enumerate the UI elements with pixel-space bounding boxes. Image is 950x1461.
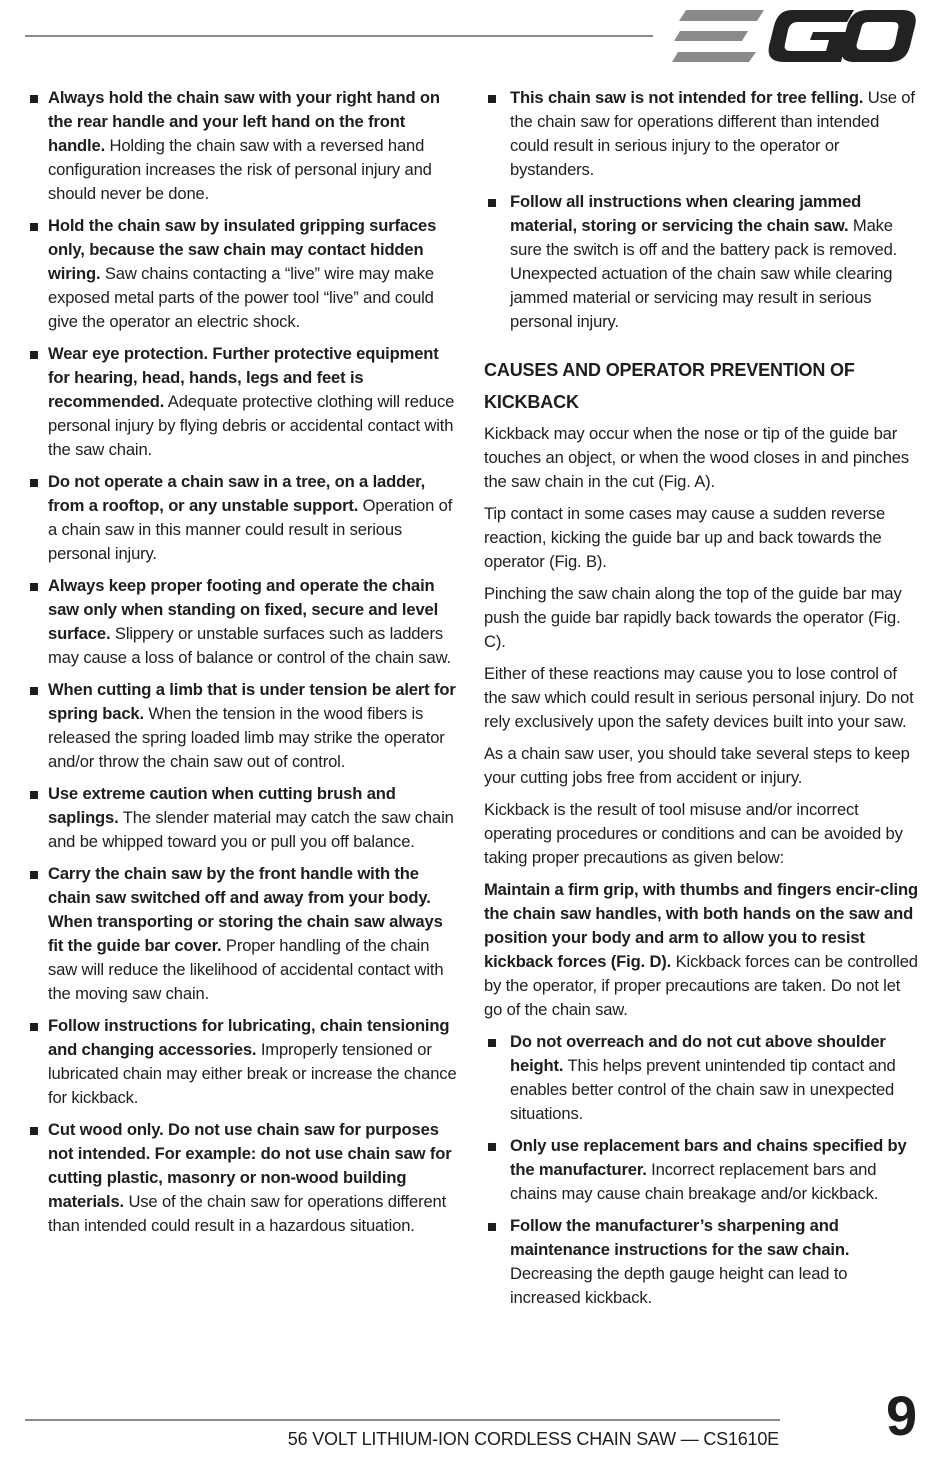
list-item-text: When the tension in the wood fibers is released the spring loaded limb may strike the operator and/or throw the chain saw out of control.	[48, 704, 445, 771]
list-item	[488, 190, 920, 334]
list-item-bold: Follow all instructions when clearing jammed material, storing or servicing the chain saw.	[510, 192, 862, 235]
list-item	[488, 86, 920, 182]
list-item-text: Operation of a chain saw in this manner could result in serious personal injury.	[48, 496, 453, 563]
list-item-bold: Do not operate a chain saw in a tree, on a ladder, from a rooftop, or any unstable support.	[48, 472, 426, 515]
list-item-bold: When cutting a limb that is under tension be alert for spring back.	[48, 680, 456, 723]
list-item	[30, 862, 458, 1006]
kickback-paragraphs	[484, 422, 920, 870]
list-item	[488, 1030, 920, 1126]
list-item	[30, 1014, 458, 1110]
list-item	[30, 470, 458, 566]
list-item-text: Saw chains contacting a “live” wire may make exposed metal parts of the power tool “live” and could give the operator an electric shock.	[48, 264, 434, 331]
list-item-text: This helps prevent unintended tip contact and enables better control of the chain saw in unexpected situations.	[510, 1056, 896, 1123]
grip-paragraph-text: Kickback forces can be controlled by the operator, if proper precautions are taken. Do not let go of the chain saw.	[484, 952, 918, 1019]
list-item-bold: Do not overreach and do not cut above shoulder height.	[510, 1032, 886, 1075]
list-item	[30, 86, 458, 206]
list-item	[30, 782, 458, 854]
list-item-text: Use of the chain saw for operations different than intended could result in a hazardous situation.	[48, 1192, 447, 1235]
section-heading: CAUSES AND OPERATOR PREVENTION OF KICKBACK	[484, 360, 855, 412]
right-column	[484, 86, 920, 1318]
grip-paragraph-bold: Maintain a firm grip, with thumbs and fingers encir-cling the chain saw handles, with both hands on the saw and position your body and arm to allow you to resist kickback forces (Fig. D).	[484, 880, 918, 971]
list-item-text: Incorrect replacement bars and chains may cause chain breakage and/or kickback.	[510, 1160, 879, 1203]
body-paragraph: Tip contact in some cases may cause a sudden reverse reaction, kicking the guide bar up and back towards the operator (Fig. B).	[484, 504, 886, 571]
grip-paragraph	[484, 878, 920, 1022]
list-item-bold: Wear eye protection. Further protective equipment for hearing, head, hands, legs and feet is recommended.	[48, 344, 439, 411]
list-item-text: Proper handling of the chain saw will reduce the likelihood of accidental contact with the moving saw chain.	[48, 936, 444, 1003]
list-item-text: Slippery or unstable surfaces such as ladders may cause a loss of balance or control of the chain saw.	[48, 624, 451, 667]
footer-title: 56 VOLT LITHIUM-ION CORDLESS CHAIN SAW — CS1610E	[287, 1429, 779, 1449]
list-item-bold: This chain saw is not intended for tree felling.	[510, 88, 864, 107]
ego-logo	[672, 8, 917, 64]
list-item-text: Holding the chain saw with a reversed hand configuration increases the risk of personal injury and should never be done.	[48, 136, 432, 203]
list-item-bold: Always keep proper footing and operate the chain saw only when standing on fixed, secure and level surface.	[48, 576, 439, 643]
list-item-text: Adequate protective clothing will reduce personal injury by flying debris or accidental contact with the saw chain.	[48, 392, 455, 459]
body-paragraph: Kickback may occur when the nose or tip of the guide bar touches an object, or when the wood closes in and pinches the saw chain in the cut (Fig. A).	[484, 424, 910, 491]
safety-rules-list-continued	[484, 86, 920, 334]
list-item-bold: Follow the manufacturer’s sharpening and maintenance instructions for the saw chain.	[510, 1216, 850, 1259]
list-item-text: The slender material may catch the saw chain and be whipped toward you or pull you off balance.	[48, 808, 454, 851]
list-item-bold: Follow instructions for lubricating, chain tensioning and changing accessories.	[48, 1016, 450, 1059]
list-item-bold: Always hold the chain saw with your right hand on the rear handle and your left hand on the front handle.	[48, 88, 440, 155]
list-item-text: Make sure the switch is off and the battery pack is removed. Unexpected actuation of the chain saw while clearing jammed material or servicing may result in serious personal injury.	[510, 216, 898, 331]
list-item-bold: Only use replacement bars and chains specified by the manufacturer.	[510, 1136, 907, 1179]
body-paragraph: Pinching the saw chain along the top of the guide bar may push the guide bar rapidly back towards the operator (Fig. C).	[484, 584, 902, 651]
list-item	[30, 574, 458, 670]
list-item	[488, 1134, 920, 1206]
safety-rules-list	[30, 86, 458, 1238]
list-item-text: Use of the chain saw for operations different than intended could result in serious injury to the operator or bystanders.	[510, 88, 915, 179]
kickback-prevention-list	[484, 1030, 920, 1310]
body-paragraph: Kickback is the result of tool misuse and/or incorrect operating procedures or conditions and can be avoided by taking proper precautions as given below:	[484, 800, 903, 867]
footer-rule	[25, 1419, 780, 1421]
list-item-bold: Carry the chain saw by the front handle with the chain saw switched off and away from your body. When transporting or storing the chain saw always fit the guide bar cover.	[48, 864, 443, 955]
list-item-bold: Use extreme caution when cutting brush and saplings.	[48, 784, 396, 827]
page-number: 9	[886, 1384, 918, 1447]
header-rule	[25, 35, 653, 37]
list-item-bold: Cut wood only. Do not use chain saw for purposes not intended. For example: do not use chain saw for cutting plastic, masonry or non-wood building materials.	[48, 1120, 452, 1211]
list-item	[30, 678, 458, 774]
list-item	[488, 1214, 920, 1310]
list-item	[30, 1118, 458, 1238]
left-column	[30, 86, 458, 1246]
body-paragraph: Either of these reactions may cause you to lose control of the saw which could result in serious personal injury. Do not rely exclusively upon the safety devices built into your saw.	[484, 664, 914, 731]
list-item	[30, 342, 458, 462]
list-item	[30, 214, 458, 334]
list-item-bold: Hold the chain saw by insulated gripping surfaces only, because the saw chain may contact hidden wiring.	[48, 216, 437, 283]
list-item-text: Decreasing the depth gauge height can lead to increased kickback.	[510, 1264, 848, 1307]
list-item-text: Improperly tensioned or lubricated chain may either break or increase the chance for kickback.	[48, 1040, 457, 1107]
body-paragraph: As a chain saw user, you should take several steps to keep your cutting jobs free from accident or injury.	[484, 744, 910, 787]
